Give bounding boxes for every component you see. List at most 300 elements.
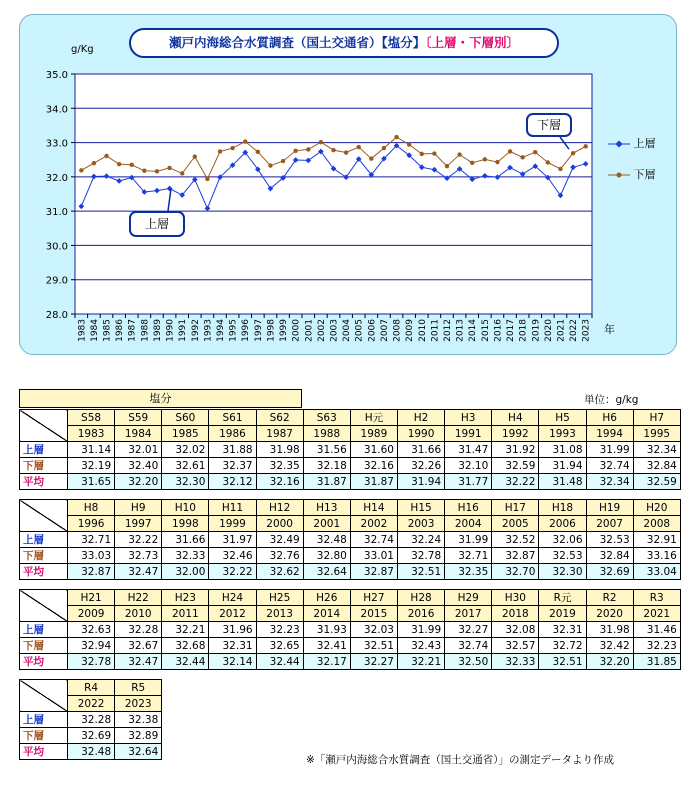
value-cell-avg: 33.04 bbox=[633, 564, 680, 580]
x-tick-label: 2008 bbox=[392, 319, 403, 342]
value-cell-upper: 31.97 bbox=[209, 532, 256, 548]
year-cell: 1990 bbox=[397, 426, 444, 442]
value-cell-upper: 31.92 bbox=[492, 442, 539, 458]
x-tick-label: 1993 bbox=[203, 319, 214, 342]
value-cell-avg: 32.87 bbox=[68, 564, 115, 580]
era-cell: H30 bbox=[492, 590, 539, 606]
value-cell-avg: 32.20 bbox=[586, 654, 633, 670]
era-cell: R5 bbox=[115, 680, 162, 696]
value-cell-upper: 32.01 bbox=[115, 442, 162, 458]
era-cell: H20 bbox=[633, 500, 680, 516]
value-cell-lower: 32.59 bbox=[492, 458, 539, 474]
salinity-table-4 bbox=[19, 679, 162, 760]
value-cell-avg: 32.30 bbox=[162, 474, 209, 490]
era-cell: H6 bbox=[586, 410, 633, 426]
legend-upper bbox=[608, 135, 656, 151]
chart-title bbox=[129, 28, 559, 58]
value-cell-avg: 32.14 bbox=[209, 654, 256, 670]
x-tick-label: 1983 bbox=[77, 319, 88, 342]
data-point-lower bbox=[92, 161, 96, 165]
value-cell-upper: 32.53 bbox=[586, 532, 633, 548]
value-cell-lower: 32.87 bbox=[492, 548, 539, 564]
x-tick-label: 2013 bbox=[455, 319, 466, 342]
value-cell-avg: 31.94 bbox=[397, 474, 444, 490]
value-cell-lower: 33.03 bbox=[68, 548, 115, 564]
value-cell-lower: 32.89 bbox=[115, 728, 162, 744]
data-point-lower bbox=[293, 149, 297, 153]
data-point-lower bbox=[344, 150, 348, 154]
era-cell: S60 bbox=[162, 410, 209, 426]
y-tick-label: 34.0 bbox=[45, 104, 68, 116]
era-cell: H3 bbox=[445, 410, 492, 426]
data-point-lower bbox=[382, 146, 386, 150]
era-cell: H14 bbox=[350, 500, 397, 516]
era-cell: S58 bbox=[68, 410, 115, 426]
value-cell-avg: 32.21 bbox=[397, 654, 444, 670]
x-tick-label: 2023 bbox=[581, 319, 592, 342]
value-cell-avg: 32.62 bbox=[256, 564, 303, 580]
data-point-lower bbox=[218, 149, 222, 153]
year-cell: 2002 bbox=[350, 516, 397, 532]
value-cell-upper: 32.06 bbox=[539, 532, 586, 548]
data-point-lower bbox=[281, 159, 285, 163]
callout-lower: 下層 bbox=[526, 113, 572, 137]
value-cell-upper: 32.74 bbox=[350, 532, 397, 548]
data-point-lower bbox=[432, 151, 436, 155]
data-point-lower bbox=[520, 155, 524, 159]
x-tick-label: 2001 bbox=[304, 319, 315, 342]
table-row-upper bbox=[20, 532, 681, 548]
table-row-lower bbox=[20, 458, 681, 474]
era-cell: S63 bbox=[303, 410, 350, 426]
era-cell: H8 bbox=[68, 500, 115, 516]
value-cell-upper: 31.60 bbox=[350, 442, 397, 458]
value-cell-avg: 32.35 bbox=[445, 564, 492, 580]
value-cell-avg: 32.47 bbox=[115, 654, 162, 670]
legend-lower-label: 下層 bbox=[633, 168, 656, 181]
value-cell-upper: 32.34 bbox=[633, 442, 680, 458]
value-cell-avg: 32.34 bbox=[586, 474, 633, 490]
data-point-lower bbox=[483, 157, 487, 161]
row-label-lower: 下層 bbox=[20, 638, 68, 654]
value-cell-upper: 31.99 bbox=[586, 442, 633, 458]
value-cell-upper: 31.98 bbox=[256, 442, 303, 458]
x-tick-label: 2004 bbox=[342, 319, 353, 342]
era-cell: H23 bbox=[162, 590, 209, 606]
data-point-lower bbox=[306, 147, 310, 151]
year-cell: 1995 bbox=[633, 426, 680, 442]
value-cell-upper: 32.52 bbox=[492, 532, 539, 548]
era-cell: H元 bbox=[350, 410, 397, 426]
value-cell-lower: 32.53 bbox=[539, 548, 586, 564]
value-cell-lower: 32.68 bbox=[162, 638, 209, 654]
y-tick-label: 29.0 bbox=[45, 275, 68, 287]
table-corner-cell bbox=[20, 590, 68, 622]
x-tick-label: 2011 bbox=[430, 319, 441, 342]
chart-title-main: 瀬戸内海総合水質調査（国土交通省）【塩分】 bbox=[168, 35, 426, 50]
era-cell: S59 bbox=[115, 410, 162, 426]
x-tick-label: 1996 bbox=[241, 319, 252, 342]
value-cell-upper: 32.08 bbox=[492, 622, 539, 638]
x-tick-label: 1984 bbox=[89, 319, 100, 342]
table-row-avg bbox=[20, 474, 681, 490]
data-point-lower bbox=[268, 163, 272, 167]
salinity-table-3 bbox=[19, 589, 681, 670]
x-tick-label: 2000 bbox=[291, 319, 302, 342]
value-cell-upper: 31.08 bbox=[539, 442, 586, 458]
value-cell-avg: 32.64 bbox=[303, 564, 350, 580]
table-row-lower bbox=[20, 548, 681, 564]
x-tick-label: 2012 bbox=[442, 319, 453, 342]
year-cell: 2022 bbox=[68, 696, 115, 712]
value-cell-upper: 32.31 bbox=[539, 622, 586, 638]
value-cell-lower: 32.74 bbox=[586, 458, 633, 474]
value-cell-avg: 32.30 bbox=[539, 564, 586, 580]
year-cell: 2016 bbox=[397, 606, 444, 622]
legend-lower bbox=[608, 166, 656, 182]
table-caption: 塩分 bbox=[19, 389, 302, 408]
x-tick-label: 1990 bbox=[165, 319, 176, 342]
value-cell-lower: 32.23 bbox=[633, 638, 680, 654]
year-cell: 1985 bbox=[162, 426, 209, 442]
value-cell-lower: 32.57 bbox=[492, 638, 539, 654]
value-cell-avg: 32.12 bbox=[209, 474, 256, 490]
year-cell: 2001 bbox=[303, 516, 350, 532]
data-point-lower bbox=[470, 161, 474, 165]
era-cell: H15 bbox=[397, 500, 444, 516]
x-tick-label: 1991 bbox=[178, 319, 189, 342]
data-point-lower bbox=[445, 164, 449, 168]
data-point-lower bbox=[583, 144, 587, 148]
value-cell-lower: 32.84 bbox=[586, 548, 633, 564]
legend-upper-marker bbox=[608, 139, 630, 149]
era-cell: R4 bbox=[68, 680, 115, 696]
year-cell: 1991 bbox=[445, 426, 492, 442]
year-cell: 2004 bbox=[445, 516, 492, 532]
y-tick-label: 31.0 bbox=[45, 207, 68, 219]
x-tick-label: 1997 bbox=[253, 319, 264, 342]
data-point-lower bbox=[357, 145, 361, 149]
value-cell-avg: 32.44 bbox=[256, 654, 303, 670]
row-label-upper: 上層 bbox=[20, 532, 68, 548]
table-header-row-era bbox=[20, 410, 681, 426]
value-cell-lower: 32.76 bbox=[256, 548, 303, 564]
table-corner-cell bbox=[20, 410, 68, 442]
x-tick-label: 2010 bbox=[417, 319, 428, 342]
era-cell: H12 bbox=[256, 500, 303, 516]
value-cell-lower: 32.37 bbox=[209, 458, 256, 474]
era-cell: H17 bbox=[492, 500, 539, 516]
era-cell: H16 bbox=[445, 500, 492, 516]
x-tick-label: 1992 bbox=[190, 319, 201, 342]
year-cell: 2015 bbox=[350, 606, 397, 622]
value-cell-upper: 31.47 bbox=[445, 442, 492, 458]
value-cell-avg: 32.64 bbox=[115, 744, 162, 760]
value-cell-lower: 32.19 bbox=[68, 458, 115, 474]
year-cell: 1986 bbox=[209, 426, 256, 442]
x-tick-label: 2006 bbox=[367, 319, 378, 342]
data-point-lower bbox=[571, 151, 575, 155]
x-tick-label: 2009 bbox=[405, 319, 416, 342]
year-cell: 2005 bbox=[492, 516, 539, 532]
value-cell-lower: 32.94 bbox=[68, 638, 115, 654]
data-point-lower bbox=[533, 150, 537, 154]
year-cell: 2019 bbox=[539, 606, 586, 622]
data-point-lower bbox=[331, 148, 335, 152]
row-label-lower: 下層 bbox=[20, 548, 68, 564]
data-point-lower bbox=[407, 142, 411, 146]
table-unit: 単位：g/kg bbox=[584, 394, 639, 406]
data-point-lower bbox=[495, 160, 499, 164]
y-tick-label: 28.0 bbox=[45, 310, 68, 321]
value-cell-upper: 32.48 bbox=[303, 532, 350, 548]
year-cell: 1994 bbox=[586, 426, 633, 442]
value-cell-lower: 32.80 bbox=[303, 548, 350, 564]
value-cell-lower: 32.18 bbox=[303, 458, 350, 474]
x-tick-label: 1986 bbox=[115, 319, 126, 342]
year-cell: 2013 bbox=[256, 606, 303, 622]
value-cell-lower: 32.84 bbox=[633, 458, 680, 474]
era-cell: H24 bbox=[209, 590, 256, 606]
year-cell: 2018 bbox=[492, 606, 539, 622]
value-cell-upper: 31.46 bbox=[633, 622, 680, 638]
value-cell-avg: 32.16 bbox=[256, 474, 303, 490]
data-point-lower bbox=[142, 168, 146, 172]
table-row-lower bbox=[20, 638, 681, 654]
year-cell: 2012 bbox=[209, 606, 256, 622]
x-tick-label: 2014 bbox=[468, 319, 479, 342]
era-cell: H5 bbox=[539, 410, 586, 426]
x-tick-label: 2020 bbox=[543, 319, 554, 342]
era-cell: R元 bbox=[539, 590, 586, 606]
value-cell-lower: 32.61 bbox=[162, 458, 209, 474]
value-cell-upper: 31.98 bbox=[586, 622, 633, 638]
value-cell-avg: 32.69 bbox=[586, 564, 633, 580]
value-cell-lower: 32.72 bbox=[539, 638, 586, 654]
value-cell-upper: 32.49 bbox=[256, 532, 303, 548]
table-header-row-era bbox=[20, 500, 681, 516]
value-cell-lower: 32.78 bbox=[397, 548, 444, 564]
year-cell: 2011 bbox=[162, 606, 209, 622]
x-tick-label: 2017 bbox=[506, 319, 517, 342]
value-cell-avg: 31.85 bbox=[633, 654, 680, 670]
value-cell-upper: 31.66 bbox=[397, 442, 444, 458]
value-cell-avg: 31.48 bbox=[539, 474, 586, 490]
value-cell-lower: 32.33 bbox=[162, 548, 209, 564]
year-cell: 2000 bbox=[256, 516, 303, 532]
year-cell: 1996 bbox=[68, 516, 115, 532]
value-cell-lower: 32.51 bbox=[350, 638, 397, 654]
y-tick-label: 35.0 bbox=[45, 70, 68, 81]
y-tick-label: 30.0 bbox=[45, 241, 68, 253]
value-cell-avg: 32.27 bbox=[350, 654, 397, 670]
value-cell-avg: 32.00 bbox=[162, 564, 209, 580]
value-cell-lower: 32.65 bbox=[256, 638, 303, 654]
x-tick-label: 2005 bbox=[354, 319, 365, 342]
value-cell-avg: 32.51 bbox=[539, 654, 586, 670]
value-cell-lower: 32.40 bbox=[115, 458, 162, 474]
data-point-lower bbox=[205, 177, 209, 181]
value-cell-upper: 32.91 bbox=[633, 532, 680, 548]
era-cell: H11 bbox=[209, 500, 256, 516]
row-label-avg: 平均 bbox=[20, 564, 68, 580]
era-cell: R2 bbox=[586, 590, 633, 606]
year-cell: 1984 bbox=[115, 426, 162, 442]
value-cell-lower: 32.31 bbox=[209, 638, 256, 654]
data-point-lower bbox=[117, 162, 121, 166]
value-cell-avg: 31.87 bbox=[350, 474, 397, 490]
x-tick-label: 1989 bbox=[152, 319, 163, 342]
value-cell-avg: 32.22 bbox=[209, 564, 256, 580]
value-cell-lower: 33.16 bbox=[633, 548, 680, 564]
data-point-lower bbox=[546, 160, 550, 164]
value-cell-upper: 31.66 bbox=[162, 532, 209, 548]
x-tick-label: 2007 bbox=[379, 319, 390, 342]
value-cell-upper: 32.38 bbox=[115, 712, 162, 728]
value-cell-avg: 32.78 bbox=[68, 654, 115, 670]
data-point-lower bbox=[130, 163, 134, 167]
x-tick-label: 2002 bbox=[316, 319, 327, 342]
value-cell-avg: 32.20 bbox=[115, 474, 162, 490]
table-row-lower bbox=[20, 728, 162, 744]
x-tick-label: 1987 bbox=[127, 319, 138, 342]
plot-area bbox=[75, 74, 592, 314]
table-row-avg bbox=[20, 564, 681, 580]
data-point-lower bbox=[369, 156, 373, 160]
x-tick-label: 2022 bbox=[569, 319, 580, 342]
year-cell: 2014 bbox=[303, 606, 350, 622]
era-cell: S62 bbox=[256, 410, 303, 426]
era-cell: H28 bbox=[397, 590, 444, 606]
value-cell-upper: 32.24 bbox=[397, 532, 444, 548]
value-cell-avg: 32.17 bbox=[303, 654, 350, 670]
table-row-avg bbox=[20, 744, 162, 760]
value-cell-lower: 32.71 bbox=[445, 548, 492, 564]
row-label-avg: 平均 bbox=[20, 474, 68, 490]
year-cell: 1998 bbox=[162, 516, 209, 532]
row-label-upper: 上層 bbox=[20, 622, 68, 638]
table-header-row-year bbox=[20, 516, 681, 532]
x-tick-label: 2015 bbox=[480, 319, 491, 342]
row-label-avg: 平均 bbox=[20, 744, 68, 760]
year-cell: 1999 bbox=[209, 516, 256, 532]
salinity-table-1 bbox=[19, 409, 681, 490]
value-cell-avg: 32.22 bbox=[492, 474, 539, 490]
era-cell: H25 bbox=[256, 590, 303, 606]
value-cell-lower: 32.41 bbox=[303, 638, 350, 654]
year-cell: 2007 bbox=[586, 516, 633, 532]
value-cell-lower: 32.26 bbox=[397, 458, 444, 474]
value-cell-upper: 32.28 bbox=[68, 712, 115, 728]
era-cell: H18 bbox=[539, 500, 586, 516]
value-cell-lower: 32.43 bbox=[397, 638, 444, 654]
year-cell: 2003 bbox=[397, 516, 444, 532]
value-cell-upper: 32.27 bbox=[445, 622, 492, 638]
year-cell: 2008 bbox=[633, 516, 680, 532]
x-tick-label: 1994 bbox=[216, 319, 227, 342]
era-cell: H27 bbox=[350, 590, 397, 606]
row-label-avg: 平均 bbox=[20, 654, 68, 670]
data-point-lower bbox=[193, 154, 197, 158]
value-cell-lower: 32.69 bbox=[68, 728, 115, 744]
data-point-lower bbox=[420, 152, 424, 156]
value-cell-lower: 32.35 bbox=[256, 458, 303, 474]
year-cell: 1988 bbox=[303, 426, 350, 442]
x-tick-label: 2021 bbox=[556, 319, 567, 342]
value-cell-upper: 32.21 bbox=[162, 622, 209, 638]
era-cell: H9 bbox=[115, 500, 162, 516]
era-cell: H22 bbox=[115, 590, 162, 606]
row-label-lower: 下層 bbox=[20, 728, 68, 744]
x-tick-label: 1988 bbox=[140, 319, 151, 342]
data-point-lower bbox=[104, 154, 108, 158]
era-cell: H21 bbox=[68, 590, 115, 606]
era-cell: H26 bbox=[303, 590, 350, 606]
era-cell: R3 bbox=[633, 590, 680, 606]
row-label-upper: 上層 bbox=[20, 442, 68, 458]
year-cell: 2023 bbox=[115, 696, 162, 712]
legend-lower-marker bbox=[608, 170, 630, 180]
x-tick-label: 2019 bbox=[531, 319, 542, 342]
table-corner-cell bbox=[20, 680, 68, 712]
value-cell-avg: 31.87 bbox=[303, 474, 350, 490]
era-cell: H29 bbox=[445, 590, 492, 606]
year-cell: 2020 bbox=[586, 606, 633, 622]
row-label-lower: 下層 bbox=[20, 458, 68, 474]
value-cell-upper: 32.23 bbox=[256, 622, 303, 638]
x-tick-label: 1998 bbox=[266, 319, 277, 342]
data-point-lower bbox=[394, 135, 398, 139]
value-cell-avg: 32.87 bbox=[350, 564, 397, 580]
value-cell-lower: 32.74 bbox=[445, 638, 492, 654]
value-cell-avg: 31.65 bbox=[68, 474, 115, 490]
data-point-lower bbox=[230, 146, 234, 150]
value-cell-upper: 32.63 bbox=[68, 622, 115, 638]
y-tick-label: 32.0 bbox=[45, 172, 68, 184]
data-point-lower bbox=[155, 169, 159, 173]
footnote: ※「瀬戸内海総合水質調査（国土交通省）」の測定データより作成 bbox=[306, 754, 615, 766]
year-cell: 2010 bbox=[115, 606, 162, 622]
value-cell-avg: 32.70 bbox=[492, 564, 539, 580]
table-row-upper bbox=[20, 442, 681, 458]
value-cell-upper: 32.02 bbox=[162, 442, 209, 458]
callout-upper: 上層 bbox=[129, 211, 185, 237]
value-cell-lower: 32.16 bbox=[350, 458, 397, 474]
value-cell-lower: 32.42 bbox=[586, 638, 633, 654]
x-tick-label: 1999 bbox=[279, 319, 290, 342]
year-cell: 2017 bbox=[445, 606, 492, 622]
value-cell-upper: 31.96 bbox=[209, 622, 256, 638]
x-tick-label: 2003 bbox=[329, 319, 340, 342]
table-header-row-year bbox=[20, 426, 681, 442]
value-cell-lower: 31.94 bbox=[539, 458, 586, 474]
value-cell-avg: 31.77 bbox=[445, 474, 492, 490]
era-cell: H4 bbox=[492, 410, 539, 426]
era-cell: H7 bbox=[633, 410, 680, 426]
value-cell-lower: 33.01 bbox=[350, 548, 397, 564]
legend-upper-label: 上層 bbox=[633, 137, 656, 150]
value-cell-avg: 32.44 bbox=[162, 654, 209, 670]
data-point-lower bbox=[256, 150, 260, 154]
value-cell-lower: 32.67 bbox=[115, 638, 162, 654]
era-cell: H10 bbox=[162, 500, 209, 516]
era-cell: H19 bbox=[586, 500, 633, 516]
value-cell-avg: 32.33 bbox=[492, 654, 539, 670]
x-tick-label: 2016 bbox=[493, 319, 504, 342]
data-point-lower bbox=[457, 152, 461, 156]
data-point-lower bbox=[508, 149, 512, 153]
data-point-lower bbox=[319, 140, 323, 144]
